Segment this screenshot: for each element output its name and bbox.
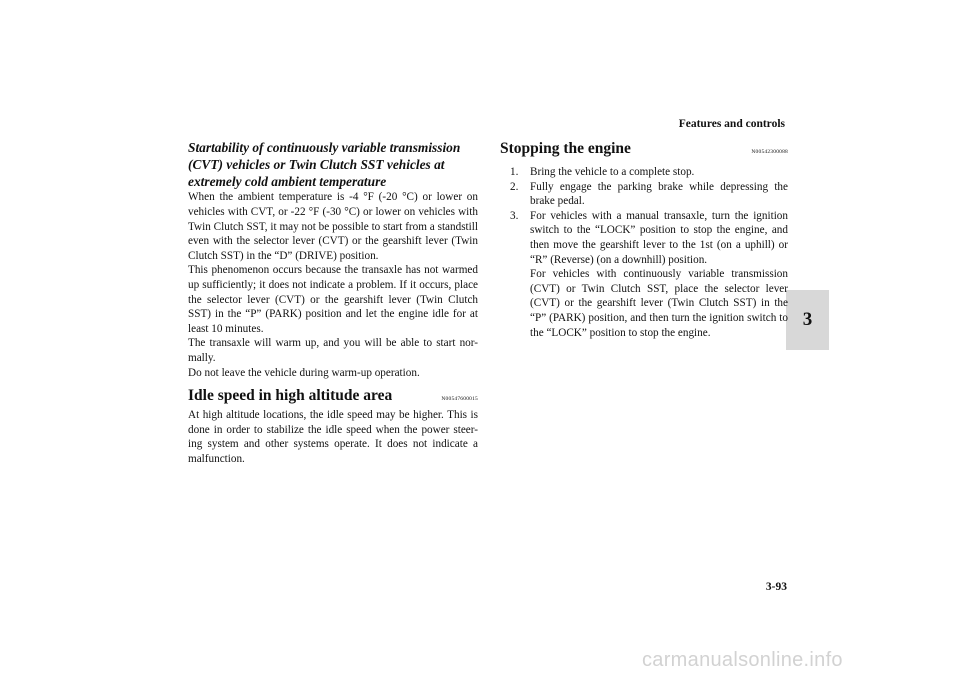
idle-speed-body: At high altitude locations, the idle speed may be higher. This is done in order to stabilize the idle speed when the power steer-ing system and other systems operate. It does not indicate a malfunction.: [188, 409, 478, 465]
idle-speed-code: N00547600015: [441, 396, 478, 403]
step-text: Fully engage the parking brake while depressing the brake pedal.: [530, 180, 788, 208]
cold-start-paragraph: When the ambient temperature is -4 °F (-20 °C) or lower on vehicles with CVT, or -22 °F (-30 °C) or lower on vehicles with Twin Clutch SST, it may not be possible to start from a standstill even with the selector lever (CVT) or the gearshift lever (Twin Clutch SST) in the “D” (DRIVE) position.: [188, 191, 478, 262]
cold-start-paragraph: This phenomenon occurs because the transaxle has not warmed up sufficiently; it does not indicate a problem. If it occurs, place the selector lever (CVT) or the gearshift lever (Twin Clutch SST) in the “P” (PARK) position and let the engine idle for at least 10 minutes.: [188, 264, 478, 335]
stopping-engine-code: N00542300088: [751, 149, 788, 155]
cold-start-paragraph: Do not leave the vehicle during warm-up operation.: [188, 366, 420, 379]
cold-start-paragraph: The transaxle will warm up, and you will be able to start nor-mally.: [188, 337, 478, 364]
idle-speed-heading-row: [188, 387, 478, 408]
right-column: [500, 140, 788, 340]
step-number: 1.: [510, 166, 519, 178]
idle-speed-heading: Idle speed in high altitude area: [188, 387, 393, 405]
left-column: [188, 140, 478, 466]
step-number: 3.: [510, 209, 519, 222]
page-number: 3-93: [765, 581, 787, 593]
step-text: Bring the vehicle to a complete stop.: [530, 166, 695, 178]
chapter-tab: 3: [786, 290, 829, 350]
section-title: Features and controls: [678, 118, 785, 130]
list-item: [510, 165, 788, 180]
step-text: For vehicles with a manual transaxle, turn the ignition switch to the “LOCK” position to stop the engine, and then move the gearshift lever to the 1st (on a uphill) or “R” (Reverse) (on a downhill) position.: [530, 209, 788, 266]
list-item: [510, 209, 788, 340]
watermark-text: carmanualsonline.info: [642, 649, 843, 671]
step-extra-text: For vehicles with continuously variable transmission (CVT) or Twin Clutch SST, place the selector lever (CVT) or the gearshift lever (Twin Clutch SST) in the “P” (PARK) position, and then turn the ignition switch to the “LOCK” position to stop the engine.: [530, 268, 788, 339]
stopping-engine-heading-row: [500, 140, 788, 161]
stopping-steps-list: [500, 165, 788, 340]
cold-start-heading: Startability of continuously variable transmission (CVT) vehicles or Twin Clutch SST vehicles at extremely cold ambient temperature: [188, 140, 461, 189]
step-number: 2.: [510, 180, 519, 193]
stopping-engine-heading: Stopping the engine: [500, 140, 631, 157]
list-item: [510, 180, 788, 209]
